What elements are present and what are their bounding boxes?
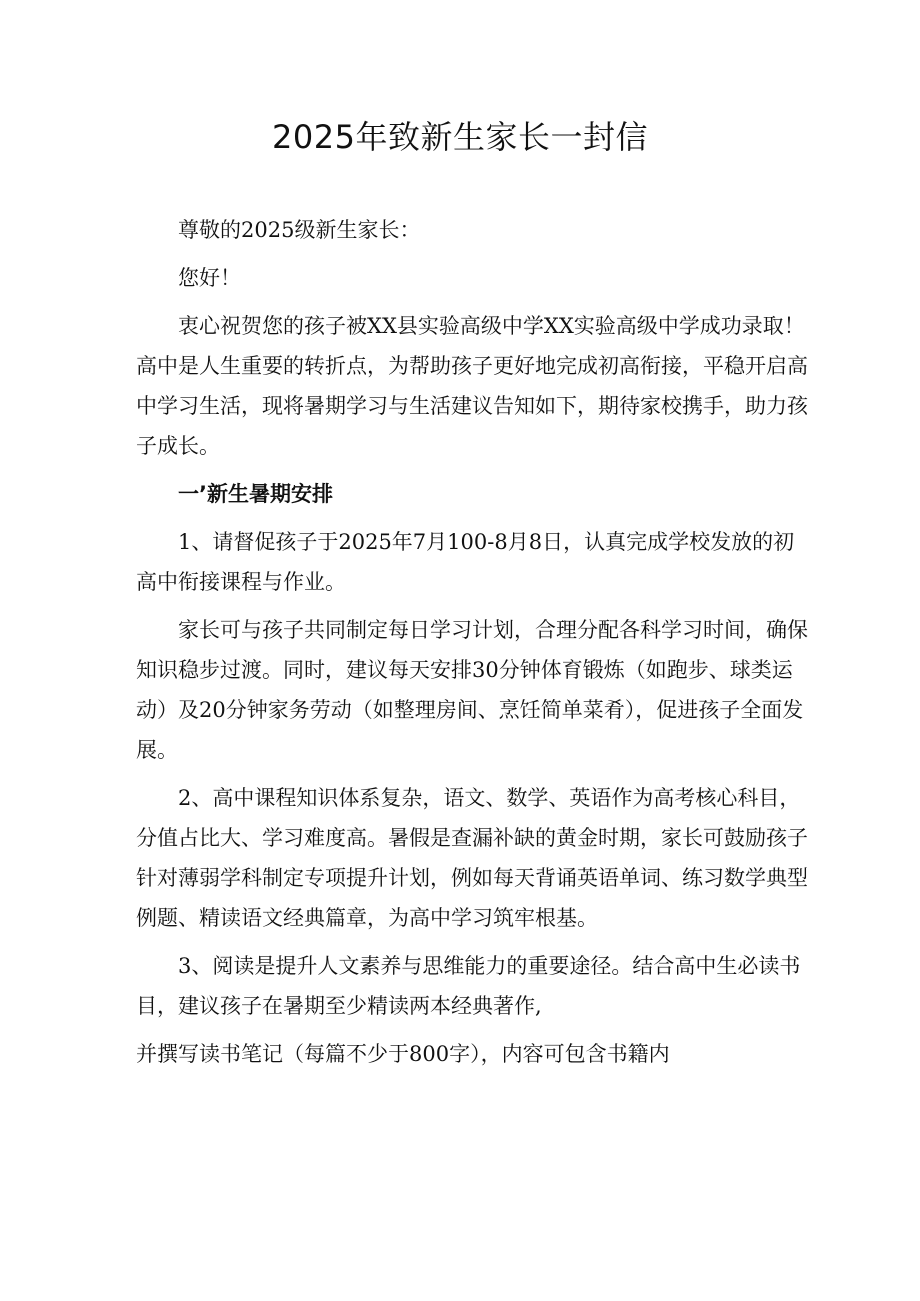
greeting: 您好！ xyxy=(178,266,241,290)
salutation: 尊敬的2025级新生家长： xyxy=(178,218,421,242)
intro-paragraph: 衷心祝贺您的孩子被XX县实验高级中学XX实验高级中学成功录取！高中是人生重要的转折点，为帮助孩子更好地完成初高衔接，平稳开启高中学习生活，现将暑期学习与生活建议告知如下，期待家校携手，助力孩子成长。 xyxy=(136,314,808,458)
document-body xyxy=(136,210,808,1082)
document-title: 2025年致新生家长一封信 xyxy=(272,118,648,156)
item-3-paragraph: 3、阅读是提升人文素养与思维能力的重要途径。结合高中生必读书目，建议孩子在暑期至少精读两本经典著作, xyxy=(136,954,801,1018)
item-1-paragraph: 1、请督促孩子于2025年7月100-8月8日，认真完成学校发放的初高中衔接课程与作业。 xyxy=(136,530,795,594)
item-3-continuation: 并撰写读书笔记（每篇不少于800字），内容可包含书籍内 xyxy=(136,1042,670,1066)
section-heading: 一’新生暑期安排 xyxy=(178,482,333,506)
item-1-detail-paragraph: 家长可与孩子共同制定每日学习计划，合理分配各科学习时间，确保知识稳步过渡。同时，建议每天安排30分钟体育锻炼（如跑步、球类运动）及20分钟家务劳动（如整理房间、烹饪简单菜肴），促进孩子全面发展。 xyxy=(136,618,808,762)
item-2-paragraph: 2、高中课程知识体系复杂，语文、数学、英语作为高考核心科目，分值占比大、学习难度高。暑假是查漏补缺的黄金时期，家长可鼓励孩子针对薄弱学科制定专项提升计划，例如每天背诵英语单词、练习数学典型例题、精读语文经典篇章，为高中学习筑牢根基。 xyxy=(136,786,808,930)
